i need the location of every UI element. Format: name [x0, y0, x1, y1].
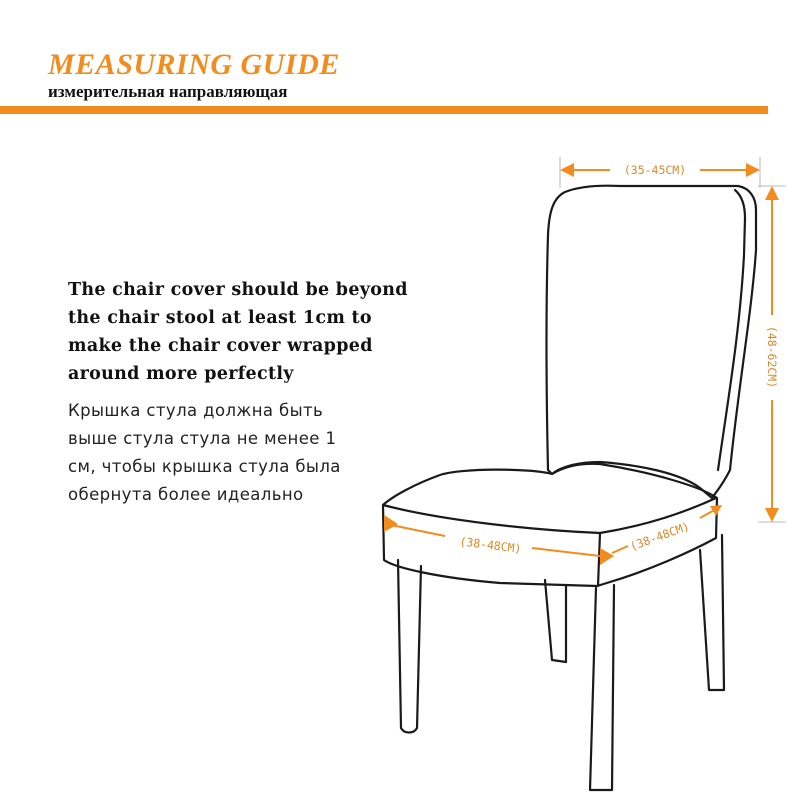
russian-line-1: Крышка стула должна быть: [68, 401, 324, 420]
chair-seat: [383, 464, 717, 586]
chair-seat-corner: [598, 533, 600, 586]
english-line-3: make the chair cover wrapped: [68, 336, 373, 356]
back-width-dimension: [560, 157, 760, 188]
russian-line-2: выше стула стула не менее 1: [68, 429, 337, 448]
arrowhead-down: [765, 508, 779, 522]
arrowhead-seat-left: [384, 515, 398, 532]
chair-backrest-side: [718, 190, 745, 470]
page-title: MEASURING GUIDE: [48, 48, 340, 81]
arrowhead-right: [746, 163, 760, 177]
chair-front-right-leg: [590, 585, 614, 790]
chair-back-right-leg: [700, 535, 724, 690]
back-height-label: (48-62CM): [765, 325, 779, 389]
seat-width-label: (38-48CM): [458, 534, 523, 556]
seat-depth-label: (38-48CM): [627, 519, 692, 554]
seat-depth-dimension: [612, 505, 722, 553]
chair-backrest: [547, 186, 757, 498]
english-line-4: around more perfectly: [68, 364, 294, 384]
page-subtitle: измерительная направляющая: [48, 82, 288, 101]
arrowhead-up: [765, 186, 779, 200]
chair-front-left-leg: [398, 560, 421, 733]
seat-width-dimension: [384, 515, 614, 565]
arrowhead-seat-right: [600, 548, 614, 565]
chair-back-left-leg: [545, 580, 566, 662]
russian-line-3: см, чтобы крышка стула была: [68, 457, 341, 476]
arrowhead-left: [560, 163, 574, 177]
english-line-2: the chair stool at least 1cm to: [68, 308, 372, 328]
back-height-dimension: [758, 186, 786, 522]
back-width-label: (35-45CM): [623, 163, 687, 177]
russian-line-4: обернута более идеально: [68, 485, 304, 504]
english-line-1: The chair cover should be beyond: [68, 280, 408, 300]
